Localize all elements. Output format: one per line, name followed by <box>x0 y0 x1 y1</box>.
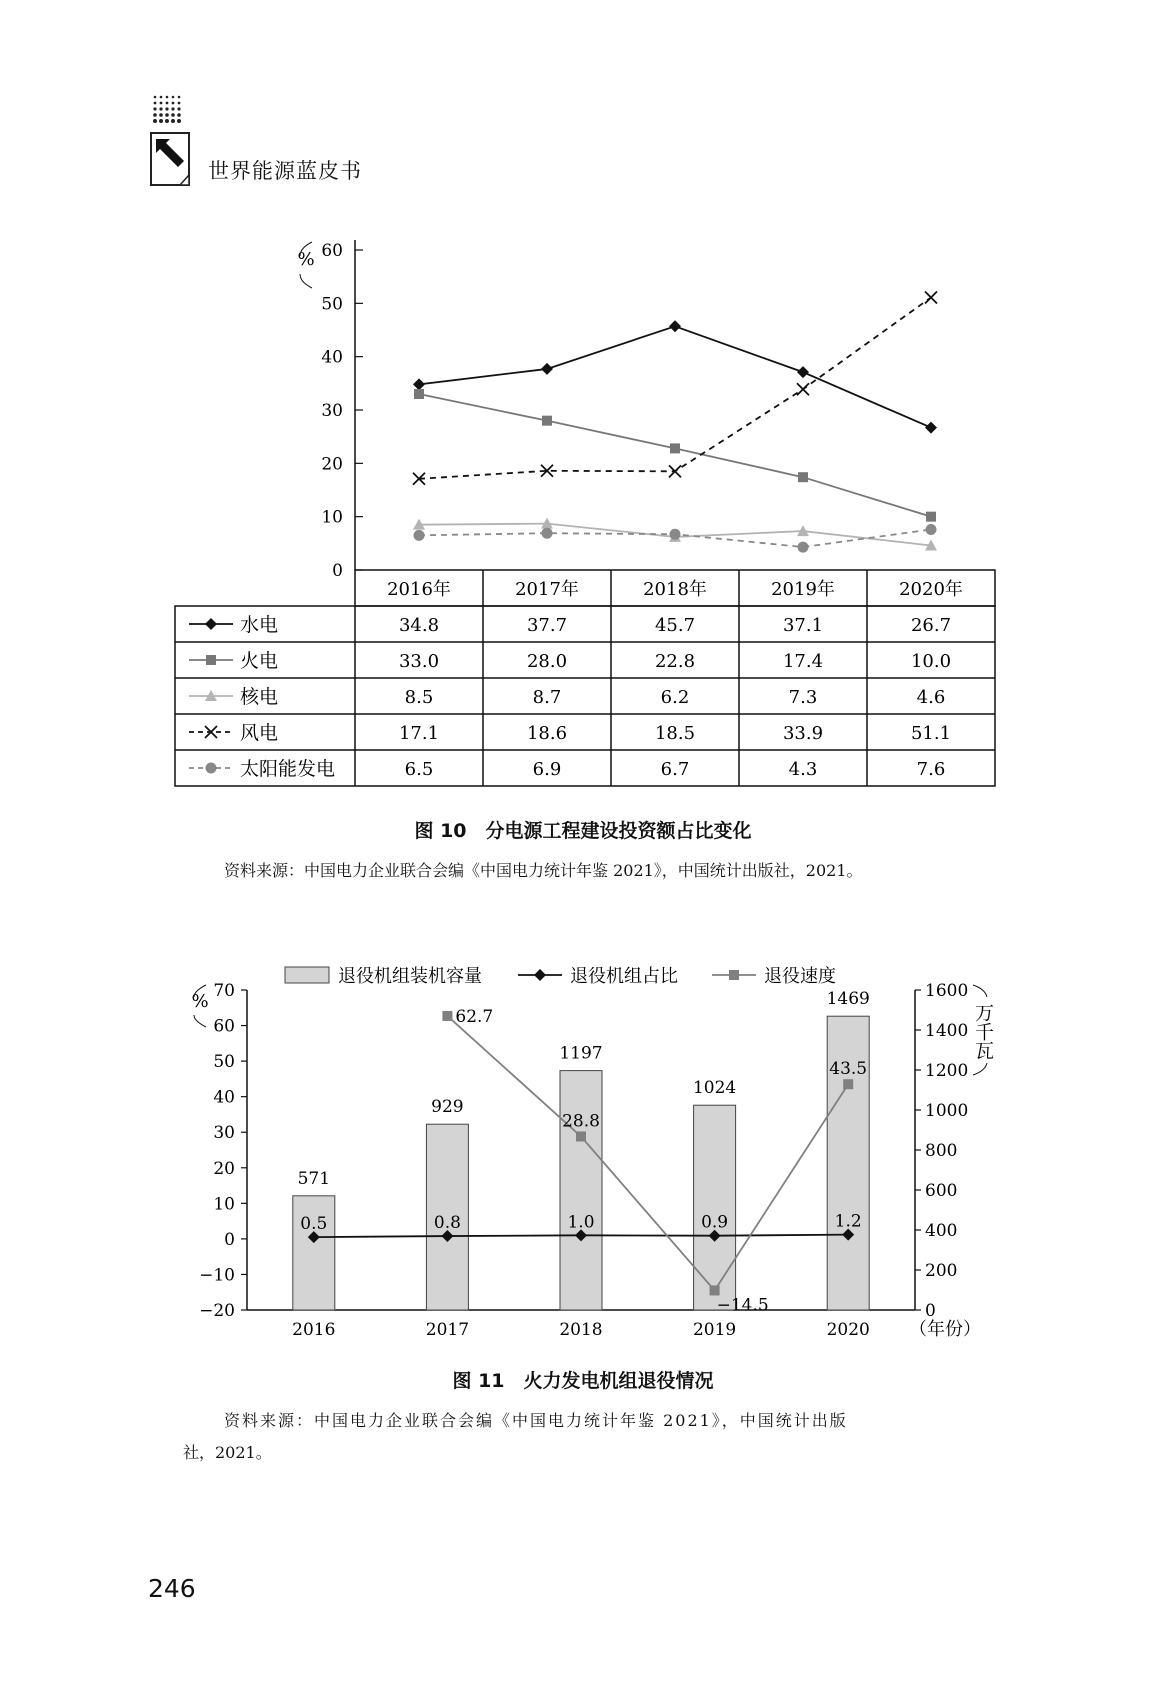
data-point <box>926 512 936 522</box>
share-value-label: 0.5 <box>300 1214 328 1235</box>
data-label: 8.5 <box>404 687 434 708</box>
legend-label: 火电 <box>240 650 279 672</box>
data-label: 8.7 <box>532 687 562 708</box>
x-axis-label: （年份） <box>909 1319 981 1340</box>
bar-value-label: 929 <box>431 1097 464 1118</box>
figure-10-source: 资料来源：中国电力企业联合会编《中国电力统计年鉴 2021》，中国统计出版社，2021。 <box>224 861 863 880</box>
y-tick-label: 10 <box>321 507 343 528</box>
data-point <box>670 443 680 453</box>
data-label: 4.6 <box>916 687 946 708</box>
data-label: 6.5 <box>404 759 434 780</box>
legend-marker-火电 <box>206 655 216 665</box>
x-tick-label: 2016 <box>292 1320 336 1340</box>
y-tick-label-left: 70 <box>213 981 235 1001</box>
data-label: 37.1 <box>782 615 824 636</box>
y-tick-label-right: 800 <box>925 1141 958 1161</box>
data-point <box>542 416 552 426</box>
series-line <box>419 326 931 427</box>
speed-point <box>442 1011 452 1021</box>
data-label: 10.0 <box>910 651 952 672</box>
y-tick-label-left: −20 <box>199 1301 235 1321</box>
x-tick-label: 2020年 <box>899 579 963 600</box>
y-tick-label-right: 0 <box>925 1301 936 1321</box>
legend-label: 太阳能发电 <box>240 758 336 780</box>
data-point <box>669 465 681 477</box>
bar <box>694 1105 736 1310</box>
legend-marker-share <box>534 969 546 981</box>
bar <box>293 1196 335 1310</box>
data-label: 7.3 <box>788 687 818 708</box>
figure-11-caption: 图 11 火力发电机组退役情况 <box>452 1370 714 1392</box>
data-point <box>797 383 809 395</box>
data-point <box>541 363 553 375</box>
legend-label: 核电 <box>240 686 279 708</box>
y-tick-label-right: 400 <box>925 1221 958 1241</box>
data-label: 33.0 <box>398 651 440 672</box>
y-tick-label: 50 <box>321 294 343 315</box>
y-tick-label-left: 50 <box>213 1052 235 1073</box>
legend-marker-风电 <box>205 726 217 738</box>
y-tick-label-left: 40 <box>213 1087 235 1108</box>
data-point <box>797 366 809 378</box>
y-tick-label-left: 0 <box>224 1229 235 1250</box>
data-label: 45.7 <box>654 615 696 636</box>
book-logo-icon <box>150 95 210 195</box>
page-number: 246 <box>148 1574 196 1603</box>
data-label: 34.8 <box>398 615 440 636</box>
y-tick-label-right: 1000 <box>925 1101 969 1121</box>
legend-label: 退役机组装机容量 <box>338 966 482 987</box>
series-火电 <box>414 389 936 522</box>
data-point <box>798 542 809 553</box>
figure-11-source-line2: 社，2021。 <box>183 1443 272 1462</box>
figure-11-chart <box>0 955 1166 1355</box>
data-point <box>925 422 937 434</box>
legend-label: 退役速度 <box>764 966 836 987</box>
bar-value-label: 1469 <box>826 989 870 1010</box>
legend-marker-speed <box>729 970 739 980</box>
series-水电 <box>413 320 937 433</box>
figure-10-caption: 图 10 分电源工程建设投资额占比变化 <box>414 820 752 842</box>
y-tick-label: 30 <box>321 401 343 421</box>
data-point <box>670 529 681 540</box>
data-point <box>926 524 937 535</box>
legend-label: 退役机组占比 <box>570 966 678 987</box>
data-label: 28.0 <box>526 651 568 672</box>
data-point <box>669 320 681 332</box>
data-label: 7.6 <box>916 759 946 780</box>
page-header <box>150 95 550 205</box>
data-label: 33.9 <box>782 723 824 744</box>
y-axis-label: % <box>297 249 315 270</box>
y-axis-label-bracket <box>194 1015 206 1027</box>
data-label: 4.3 <box>788 759 818 780</box>
series-line <box>419 394 931 517</box>
y-axis-label-bracket <box>300 274 312 288</box>
x-tick-label: 2019 <box>692 1320 737 1340</box>
y-axis-label-bracket <box>973 1063 987 1075</box>
data-label: 51.1 <box>910 723 952 744</box>
y-tick-label-right: 200 <box>925 1261 958 1281</box>
book-title: 世界能源蓝皮书 <box>208 159 362 183</box>
speed-line <box>447 1016 848 1290</box>
speed-point <box>576 1131 586 1141</box>
legend-marker-太阳能发电 <box>206 763 217 774</box>
y-axis-label-right: 万千瓦 <box>972 1003 994 1060</box>
legend-label: 风电 <box>240 722 279 744</box>
data-label: 18.5 <box>654 723 696 744</box>
x-tick-label: 2016年 <box>387 579 451 600</box>
data-label: 17.4 <box>782 651 824 672</box>
y-axis-label-bracket <box>973 985 987 997</box>
bar-value-label: 1024 <box>692 1078 737 1099</box>
y-tick-label-left: 60 <box>213 1016 235 1037</box>
y-axis-label-left: % <box>191 991 209 1012</box>
data-point <box>542 528 553 539</box>
speed-value-label: −14.5 <box>716 1295 769 1316</box>
x-tick-label: 2018年 <box>643 579 707 600</box>
legend-bar-swatch <box>285 967 329 983</box>
data-label: 22.8 <box>654 651 696 672</box>
x-tick-label: 2019年 <box>771 579 835 600</box>
y-tick-label-right: 1200 <box>925 1061 969 1081</box>
y-tick-label-left: −10 <box>199 1265 235 1286</box>
y-tick-label-left: 20 <box>213 1158 235 1179</box>
data-label: 17.1 <box>398 723 440 744</box>
legend-marker-水电 <box>205 618 217 630</box>
y-tick-label: 20 <box>321 454 343 475</box>
speed-point <box>710 1285 720 1295</box>
bar-value-label: 1197 <box>559 1043 603 1064</box>
y-tick-label-left: 30 <box>213 1123 235 1144</box>
x-tick-label: 2018 <box>559 1320 603 1340</box>
y-tick-label: 0 <box>332 561 343 581</box>
series-太阳能发电 <box>414 524 937 553</box>
x-tick-label: 2017 <box>425 1320 470 1340</box>
data-label: 26.7 <box>910 615 952 636</box>
data-label: 18.6 <box>526 723 568 744</box>
bar-value-label: 571 <box>297 1168 331 1189</box>
y-tick-label-right: 600 <box>925 1181 958 1201</box>
share-value-label: 0.9 <box>701 1212 729 1233</box>
speed-point <box>843 1079 853 1089</box>
legend-label: 水电 <box>240 614 279 636</box>
data-label: 6.2 <box>660 687 690 708</box>
data-label: 37.7 <box>526 615 568 636</box>
data-label: 6.7 <box>660 759 690 780</box>
data-point <box>414 389 424 399</box>
speed-value-label: 28.8 <box>562 1111 600 1132</box>
data-label: 6.9 <box>532 759 562 780</box>
speed-value-label: 43.5 <box>829 1059 868 1080</box>
y-tick-label-right: 1600 <box>925 981 969 1001</box>
speed-value-label: 62.7 <box>455 1006 494 1027</box>
figure-11-source-line1: 资料来源：中国电力企业联合会编《中国电力统计年鉴 2021》，中国统计出版 <box>224 1411 848 1430</box>
share-value-label: 1.2 <box>834 1211 862 1232</box>
y-tick-label: 60 <box>321 241 343 261</box>
bar <box>560 1071 602 1310</box>
share-value-label: 0.8 <box>433 1213 461 1234</box>
y-tick-label-left: 10 <box>213 1194 235 1215</box>
x-tick-label: 2017年 <box>515 579 579 600</box>
y-tick-label: 40 <box>321 347 343 368</box>
data-point <box>798 472 808 482</box>
data-point <box>413 378 425 390</box>
data-point <box>414 530 425 541</box>
figure-10-chart <box>0 230 1166 1030</box>
share-value-label: 1.0 <box>567 1212 595 1233</box>
y-tick-label-right: 1400 <box>925 1021 969 1041</box>
data-point <box>925 291 937 303</box>
x-tick-label: 2020 <box>826 1320 870 1340</box>
